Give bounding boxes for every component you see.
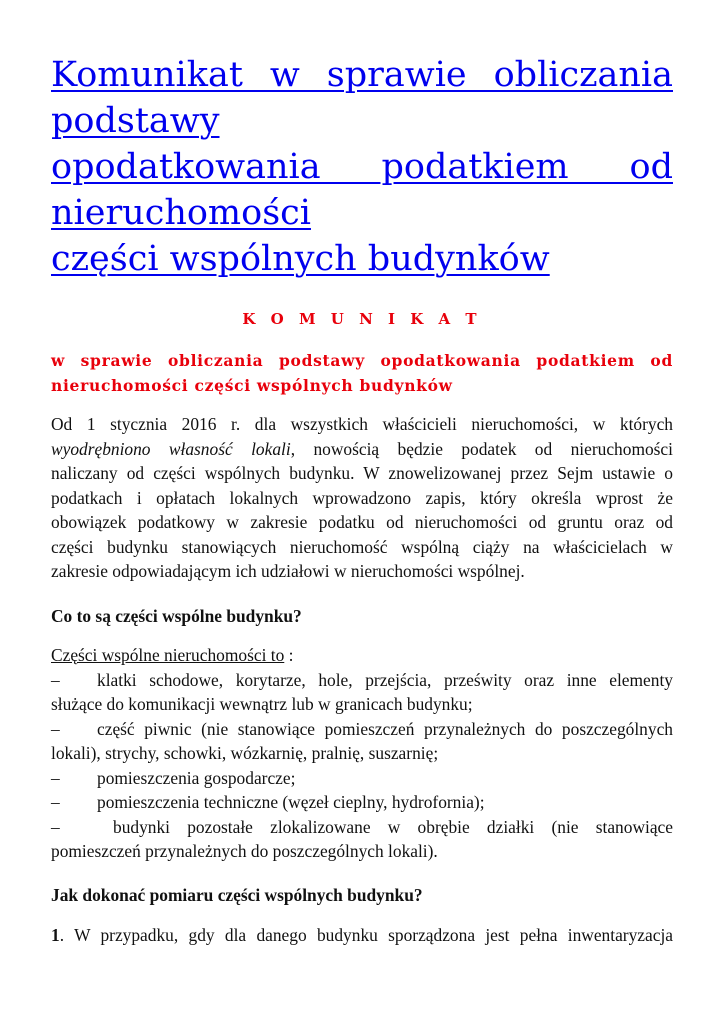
intro-line (51, 437, 673, 462)
list-item (51, 717, 673, 742)
intro-line: zakresie odpowiadającym ich udziałowi w nieruchomości wspólnej. (51, 561, 525, 581)
list-dash: – (51, 816, 60, 837)
list-dash: – (51, 792, 60, 812)
list-item-text: pomieszczenia gospodarcze; (97, 767, 296, 788)
list-item (51, 815, 673, 840)
list-item (51, 766, 673, 791)
title-line-2: podstawy (51, 101, 220, 141)
list-dash: – (51, 718, 60, 739)
heading-measurement: Jak dokonać pomiaru części wspólnych budynku? (51, 885, 423, 905)
list-item-continuation: lokali), strychy, schowki, wózkarnię, pralnię, suszarnię; (51, 743, 439, 763)
list-label (51, 643, 673, 668)
intro-line-rest: , nowością będzie podatek od nieruchomości (290, 438, 673, 459)
list-item-text: klatki schodowe, korytarze, hole, przejścia, prześwity oraz inne elementy (97, 669, 673, 690)
subtitle-line-2: nieruchomości części wspólnych budynków (51, 376, 453, 395)
title-line-1: Komunikat w sprawie obliczania (51, 55, 673, 95)
point-number-group (51, 925, 64, 945)
title-link[interactable] (51, 52, 673, 282)
komunikat-label: K O M U N I K A T (242, 310, 482, 328)
title-line-3: opodatkowania podatkiem od (51, 147, 673, 187)
title-line-5: części wspólnych budynków (51, 239, 550, 279)
list-item-text: część piwnic (nie stanowiące pomieszczeń przynależnych do poszczególnych (97, 718, 673, 739)
list-item-text: budynki pozostałe zlokalizowane w obrębie działki (nie stanowiące (113, 816, 673, 837)
intro-line: podatkach i opłatach lokalnych wprowadzono zapis, który określa wprost że (51, 487, 673, 508)
intro-line: Od 1 stycznia 2016 r. dla wszystkich właścicieli nieruchomości, w których (51, 414, 673, 434)
list-item-continuation: pomieszczeń przynależnych do poszczególnych lokali). (51, 841, 438, 861)
subtitle (51, 348, 673, 398)
intro-line: obowiązek podatkowy w zakresie podatku od nieruchomości od gruntu oraz od (51, 512, 673, 532)
point-number-dot: . (59, 925, 65, 945)
intro-line: części budynku stanowiących nieruchomość wspólną ciąży na właścicielach w (51, 536, 673, 557)
point-1 (51, 923, 673, 948)
list-item (51, 790, 673, 815)
list-dash: – (51, 669, 60, 690)
list-label-colon: : (284, 645, 294, 665)
list-item-text: pomieszczenia techniczne (węzeł cieplny, hydrofornia); (97, 792, 485, 812)
intro-italic: wyodrębniono własność lokali (51, 438, 291, 459)
list-item (51, 668, 673, 693)
point-1-line (51, 923, 673, 948)
title-line-4: nieruchomości (51, 193, 311, 233)
subtitle-line-1: w sprawie obliczania podstawy opodatkowania podatkiem od (51, 351, 673, 370)
intro-line: naliczany od części wspólnych budynku. W znowelizowanej przez Sejm ustawie o (51, 463, 673, 483)
document-title (51, 52, 673, 282)
point-1-text: W przypadku, gdy dla danego budynku sporządzona jest pełna inwentaryzacja (74, 925, 673, 945)
heading-common-parts: Co to są części wspólne budynku? (51, 606, 302, 626)
list-dash: – (51, 767, 60, 788)
point-number: 1 (51, 925, 60, 945)
list-label-text: Części wspólne nieruchomości to (51, 645, 285, 665)
intro-paragraph (51, 412, 673, 584)
common-parts-list (51, 643, 673, 864)
list-item-continuation: służące do komunikacji wewnątrz lub w granicach budynku; (51, 694, 473, 714)
